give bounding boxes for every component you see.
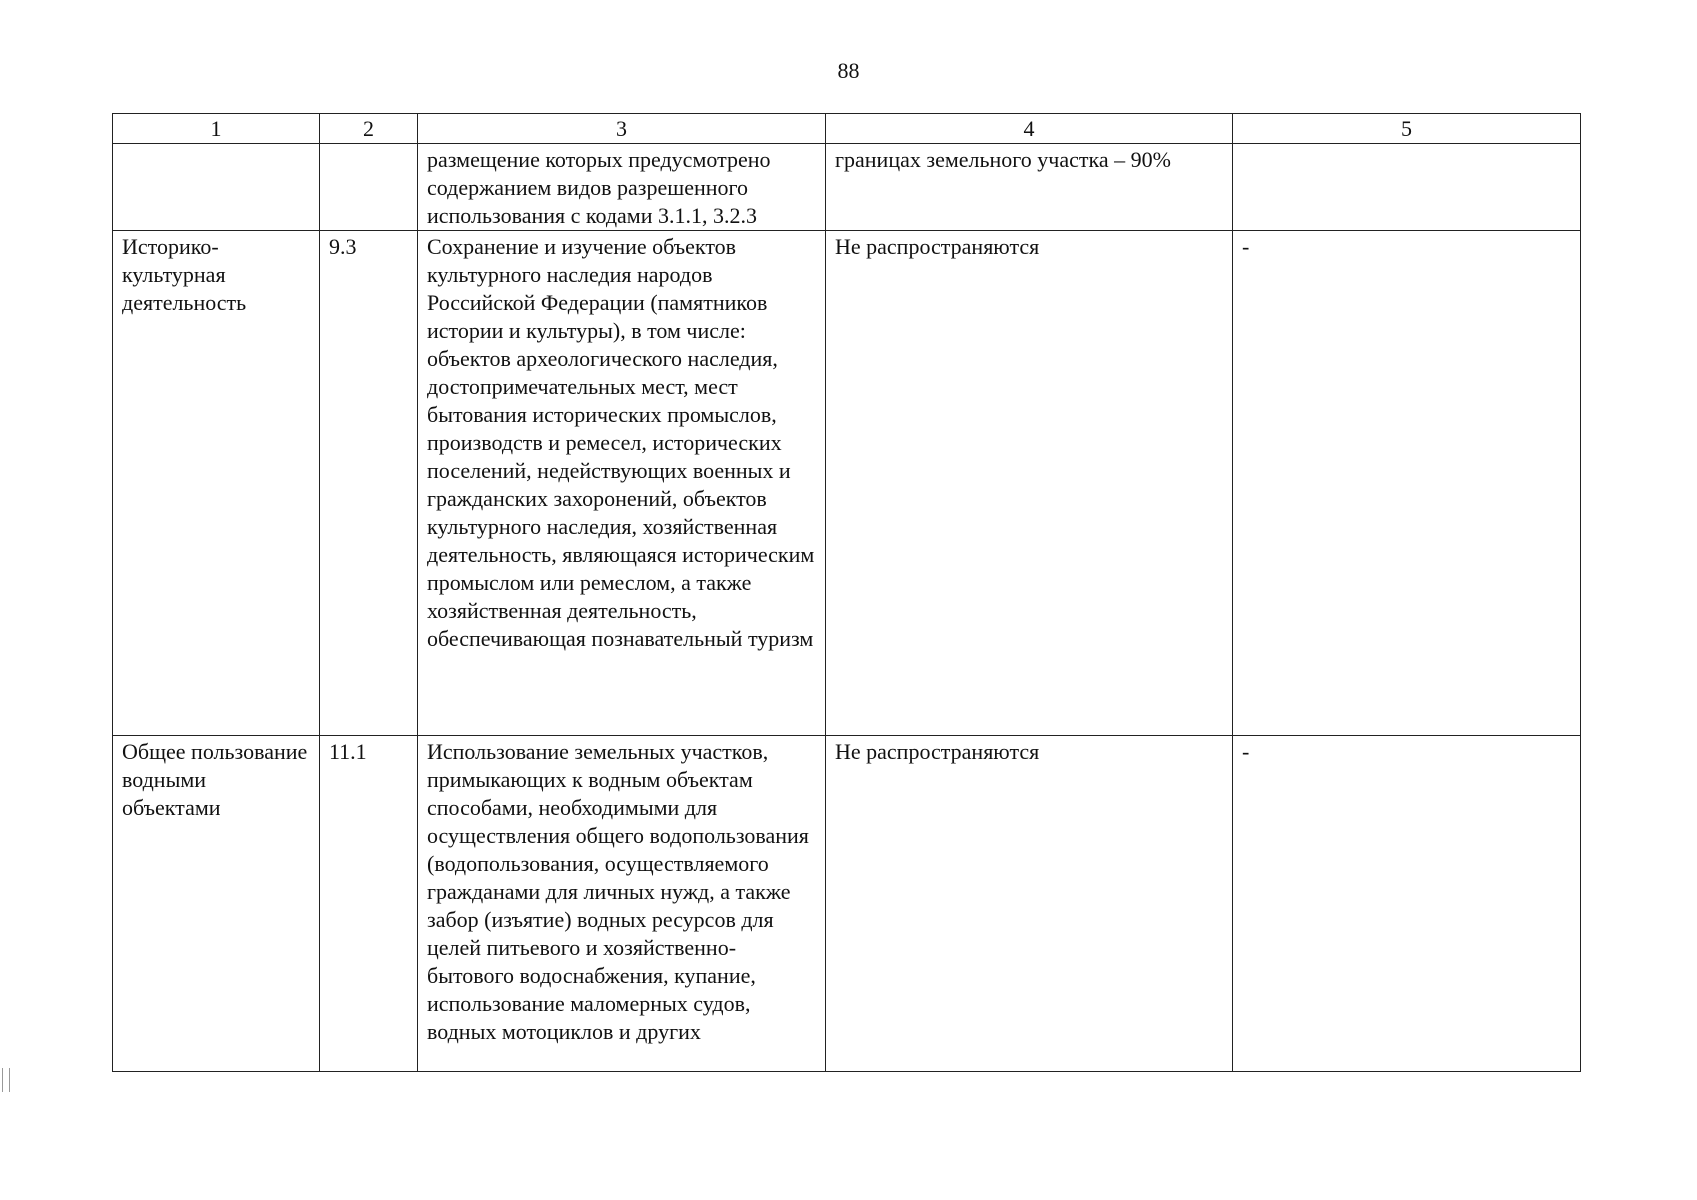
use-restrictions-cell: -: [1233, 736, 1581, 1072]
use-name-cell: Общее пользование водными объектами: [113, 736, 320, 1072]
header-cell-2: 2: [320, 114, 418, 144]
header-cell-5: 5: [1233, 114, 1581, 144]
header-cell-1: 1: [113, 114, 320, 144]
table-row: [113, 231, 1581, 736]
use-description-cell: Использование земельных участков, примыкающих к водным объектам способами, необходимыми для осуществления общего водопользования (водопользования, осуществляемого гражданами для личных нужд, а также забор (изъятие) водных ресурсов для целей питьевого и хозяйственно-бытового водоснабжения, купание, использование маломерных судов, водных мотоциклов и других: [418, 736, 826, 1072]
header-cell-3: 3: [418, 114, 826, 144]
page-number: 88: [837, 58, 860, 83]
land-use-table: [112, 113, 1581, 1072]
use-params-cell: границах земельного участка – 90%: [826, 144, 1233, 231]
table-header-row: [113, 114, 1581, 144]
use-restrictions-cell: -: [1233, 231, 1581, 736]
table-row: [113, 736, 1581, 1072]
use-description-cell: Сохранение и изучение объектов культурного наследия народов Российской Федерации (памятников истории и культуры), в том числе: объектов археологического наследия, достопримечательных мест, мест бытования исторических промыслов, производств и ремесел, исторических поселений, недействующих военных и гражданских захоронений, объектов культурного наследия, хозяйственная деятельность, являющаяся историческим промыслом или ремеслом, а также хозяйственная деятельность, обеспечивающая познавательный туризм: [418, 231, 826, 736]
use-name-cell: [113, 144, 320, 231]
header-cell-4: 4: [826, 114, 1233, 144]
use-params-cell: Не распространяются: [826, 231, 1233, 736]
use-code-cell: 9.3: [320, 231, 418, 736]
use-description-cell: размещение которых предусмотрено содержанием видов разрешенного использования с кодами 3.1.1, 3.2.3: [418, 144, 826, 231]
use-name-cell: Историко-культурная деятельность: [113, 231, 320, 736]
use-params-cell: Не распространяются: [826, 736, 1233, 1072]
scan-margin-mark: [2, 1068, 10, 1092]
use-restrictions-cell: [1233, 144, 1581, 231]
use-code-cell: 11.1: [320, 736, 418, 1072]
table-row: [113, 144, 1581, 231]
use-code-cell: [320, 144, 418, 231]
